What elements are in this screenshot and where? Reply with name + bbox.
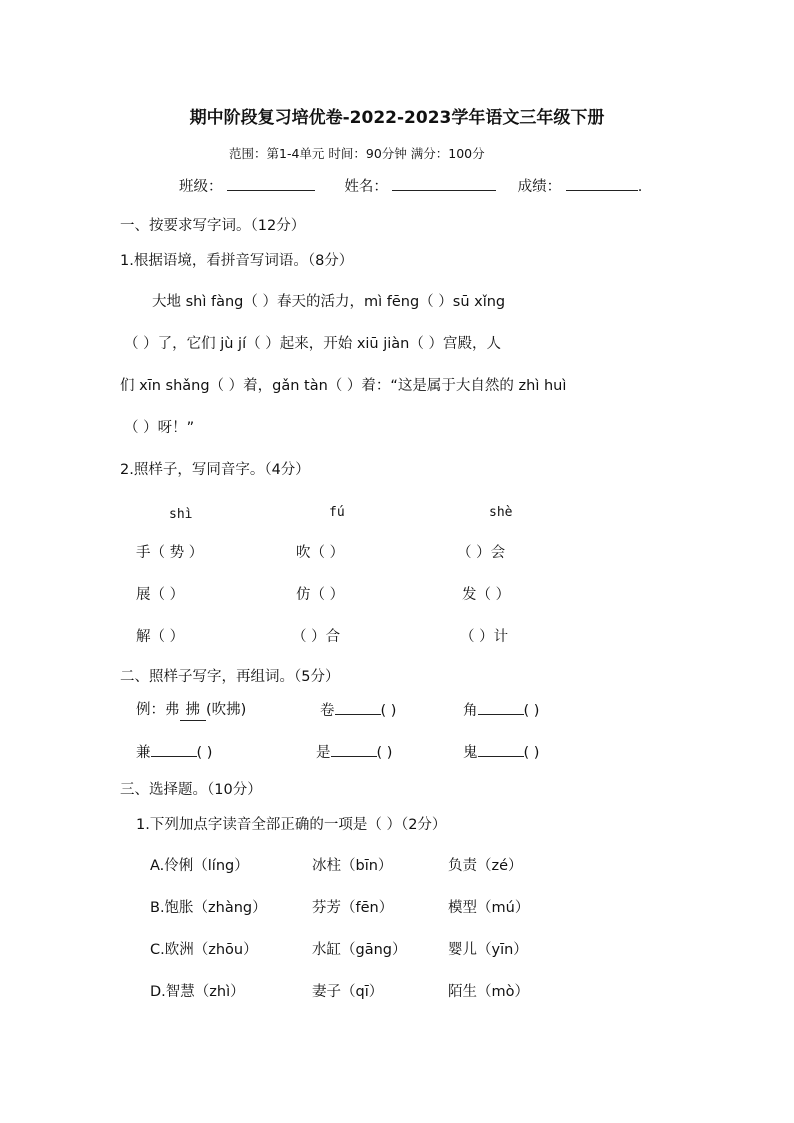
homophone-cell: （ ）合 — [292, 629, 341, 645]
s1-q1-line1: 大地 shì fàng（ ）春天的活力，mì fēng（ ）sū xǐng — [152, 294, 506, 310]
s2-char: 兼 — [136, 745, 151, 761]
name-field[interactable] — [392, 176, 496, 191]
option-cell: 冰柱（bīn） — [312, 858, 393, 874]
s2-item — [463, 742, 539, 763]
s2-paren: ( ) — [523, 703, 540, 719]
pinyin-fu: fú — [329, 505, 345, 520]
homophone-cell: 展（ ） — [136, 587, 185, 603]
option-cell: 负责（zé） — [448, 858, 523, 874]
s2-paren: ( ) — [376, 745, 393, 761]
option-cell: 模型（mú） — [448, 900, 530, 916]
option-cell: A.伶俐（líng） — [150, 858, 249, 874]
section-3-heading: 三、选择题。（10分） — [120, 782, 262, 798]
exam-title: 期中阶段复习培优卷-2022-2023学年语文三年级下册 — [189, 108, 605, 128]
homophone-cell: 吹（ ） — [296, 545, 345, 561]
s2-char: 卷 — [320, 703, 335, 719]
option-cell: 水缸（gāng） — [312, 942, 407, 958]
s3-q1: 1.下列加点字读音全部正确的一项是（ ）（2分） — [136, 817, 447, 833]
option-cell: B.饱胀（zhàng） — [150, 900, 267, 916]
homophone-cell: 手（ 势 ） — [136, 545, 204, 561]
s2-item — [316, 742, 392, 763]
option-cell: 婴儿（yīn） — [448, 942, 528, 958]
option-cell: C.欧洲（zhōu） — [150, 942, 258, 958]
s2-item — [463, 700, 539, 721]
pinyin-shi: shì — [169, 507, 193, 522]
end-dot: . — [637, 179, 643, 195]
homophone-cell: 解（ ） — [136, 629, 185, 645]
s2-char: 角 — [463, 703, 478, 719]
option-cell: 陌生（mò） — [448, 984, 529, 1000]
s2-char-blank[interactable] — [478, 700, 524, 715]
info-line — [179, 176, 642, 197]
s2-item — [136, 742, 212, 763]
homophone-cell: （ ）会 — [457, 545, 506, 561]
s2-example — [136, 700, 246, 721]
section-2-heading: 二、照样子写字，再组词。（5分） — [120, 669, 340, 685]
example-prefix: 例：弗 — [136, 702, 180, 718]
class-field[interactable] — [227, 176, 315, 191]
s1-q1-line3: 们 xīn shǎng（ ）着，gǎn tàn（ ）着：“这是属于大自然的 zhì huì — [120, 378, 567, 394]
option-cell: 芬芳（fēn） — [312, 900, 394, 916]
homophone-cell: （ ）计 — [460, 629, 509, 645]
s2-paren: ( ) — [523, 745, 540, 761]
name-label: 姓名： — [344, 179, 388, 195]
homophone-cell: 发（ ） — [462, 587, 511, 603]
s2-item — [320, 700, 396, 721]
example-suffix: (吹拂) — [206, 702, 247, 718]
s2-paren: ( ) — [380, 703, 397, 719]
class-label: 班级： — [179, 179, 223, 195]
example-answer: 拂 — [180, 700, 207, 721]
homophone-cell: 仿（ ） — [296, 587, 345, 603]
section-1-heading: 一、按要求写字词。（12分） — [120, 218, 306, 234]
s2-char: 鬼 — [463, 745, 478, 761]
score-label: 成绩： — [517, 179, 562, 195]
s2-char-blank[interactable] — [478, 742, 524, 757]
s2-char-blank[interactable] — [335, 700, 381, 715]
s1-q2-heading: 2.照样子，写同音字。（4分） — [120, 462, 310, 478]
score-field[interactable] — [566, 176, 638, 191]
s2-char-blank[interactable] — [331, 742, 377, 757]
exam-meta: 范围：第1-4单元 时间：90分钟 满分：100分 — [229, 146, 485, 161]
s1-q1-line4: （ ）呀！” — [124, 420, 195, 436]
pinyin-she: shè — [489, 505, 513, 520]
s1-q1-line2: （ ）了，它们 jù jí（ ）起来，开始 xiū jiàn（ ）宫殿，人 — [124, 336, 501, 352]
s2-char: 是 — [316, 745, 331, 761]
option-cell: D.智慧（zhì） — [150, 984, 245, 1000]
s2-paren: ( ) — [196, 745, 213, 761]
s1-q1-heading: 1.根据语境，看拼音写词语。（8分） — [120, 253, 354, 269]
option-cell: 妻子（qī） — [312, 984, 384, 1000]
s2-char-blank[interactable] — [151, 742, 197, 757]
